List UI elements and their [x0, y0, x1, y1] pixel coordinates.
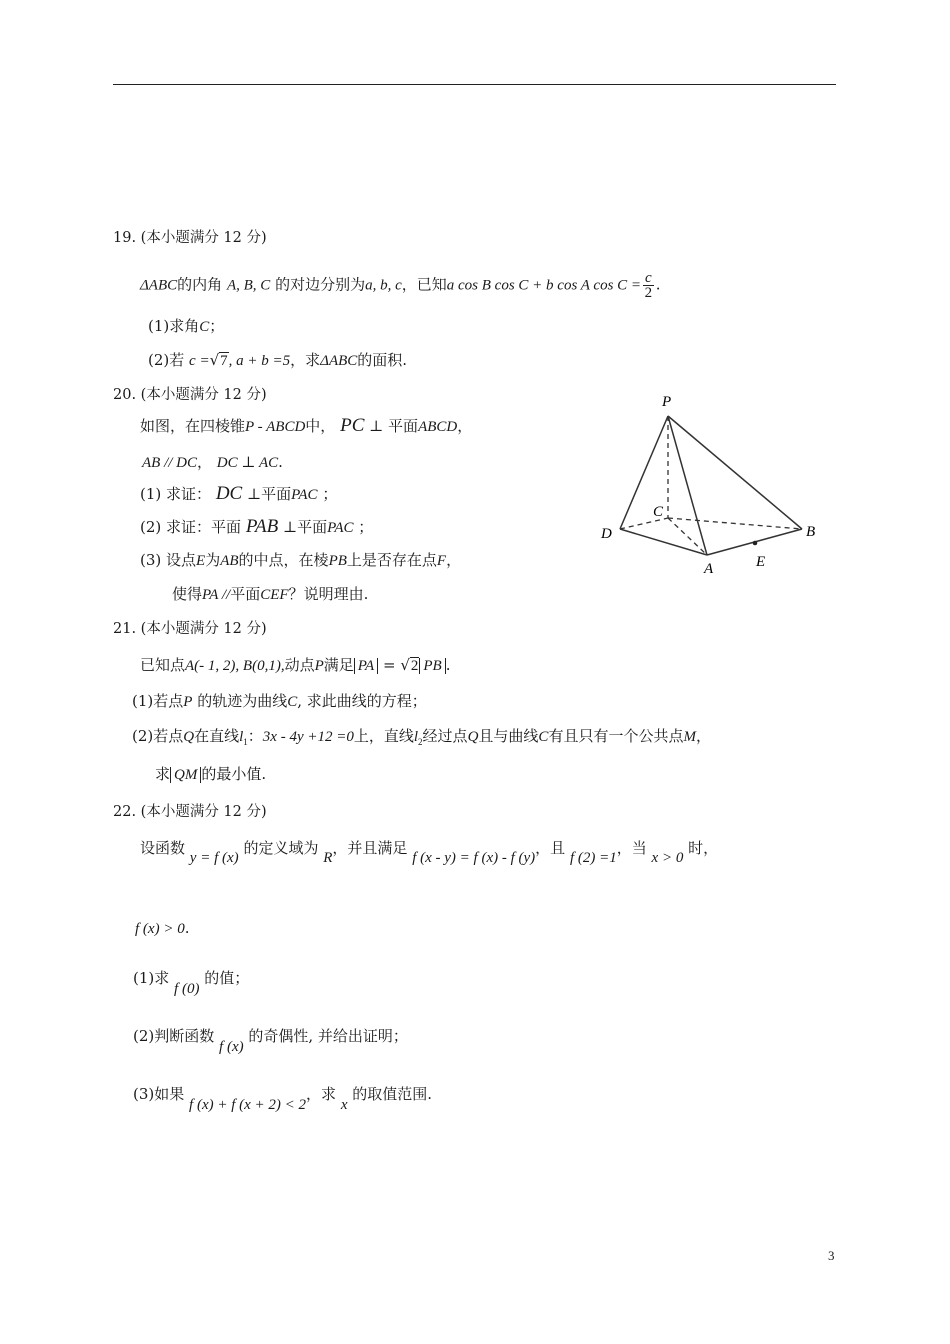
- label-P: P: [662, 394, 672, 410]
- q20-stem-line1: 如图，在四棱锥P - ABCD中， PC ⊥ 平面ABCD，: [140, 415, 473, 436]
- edge-PA: [668, 416, 707, 555]
- edge-PB: [668, 416, 802, 529]
- label-E: E: [756, 554, 766, 570]
- q22-part3: (3)如果 f (x) + f (x + 2) < 2，求 x 的取值范围.: [133, 1085, 433, 1113]
- header-rule: [113, 84, 836, 85]
- q21-stem: 已知点A(- 1, 2), B(0,1),动点P满足 PA = √2 PB .: [140, 656, 451, 674]
- pyramid-figure: [590, 388, 830, 578]
- q21-header: 21. (本小题满分 12 分): [113, 621, 267, 637]
- q20-stem-line2: AB // DC， DC ⊥ AC.: [142, 453, 283, 471]
- fraction-c-over-2: $\frac{c}{2}$: [644, 270, 653, 301]
- edge-CB-hidden: [668, 518, 802, 529]
- q19-stem: ΔABC的内角 A, B, C 的对边分别为a, b, c，已知a cos B cos C + b cos A cos C = $\frac{c}{2}$ .: [140, 270, 661, 301]
- q19-part1: (1)求角C；: [148, 317, 225, 335]
- q20-part3-cont: 使得PA //平面CEF？说明理由.: [172, 585, 369, 603]
- q20-part2: (2) 求证：平面 PAB ⊥平面PAC ；: [140, 516, 374, 537]
- q19-header: 19. (本小题满分 12 分): [113, 230, 267, 246]
- q20-part3: (3) 设点E为AB的中点，在棱PB上是否存在点F，: [140, 551, 462, 569]
- point-E: [753, 541, 758, 546]
- q22-part2: (2)判断函数 f (x) 的奇偶性, 并给出证明；: [133, 1027, 408, 1055]
- q21-part1: (1)若点P 的轨迹为曲线C, 求此曲线的方程；: [132, 692, 427, 710]
- page-number: 3: [828, 1248, 835, 1263]
- q22-part1: (1)求 f (0) 的值；: [133, 969, 250, 997]
- label-C: C: [653, 504, 664, 520]
- label-B: B: [806, 524, 816, 540]
- q20-part1: (1) 求证： DC ⊥平面PAC ；: [140, 483, 338, 504]
- q21-part2: (2)若点Q在直线$l_1$：3x - 4y +12 =0上，直线$l_2$经过点Q且与曲线C有且只有一个公共点M，: [132, 727, 711, 747]
- q22-stem-cont: f (x) > 0.: [135, 919, 190, 937]
- q22-stem: 设函数 y = f (x) 的定义域为 R，并且满足 f (x - y) = f (x) - f (y)，且 f (2) =1，当 x > 0 时，: [140, 839, 719, 866]
- label-D: D: [601, 526, 612, 542]
- q20-header: 20. (本小题满分 12 分): [113, 387, 267, 403]
- q19-part2: (2)若 c =√7, a + b =5，求ΔABC的面积.: [148, 351, 408, 369]
- q21-part2-cont: 求 QM 的最小值.: [155, 765, 267, 783]
- label-A: A: [704, 561, 714, 577]
- q22-header: 22. (本小题满分 12 分): [113, 804, 267, 820]
- edge-DA: [620, 529, 707, 555]
